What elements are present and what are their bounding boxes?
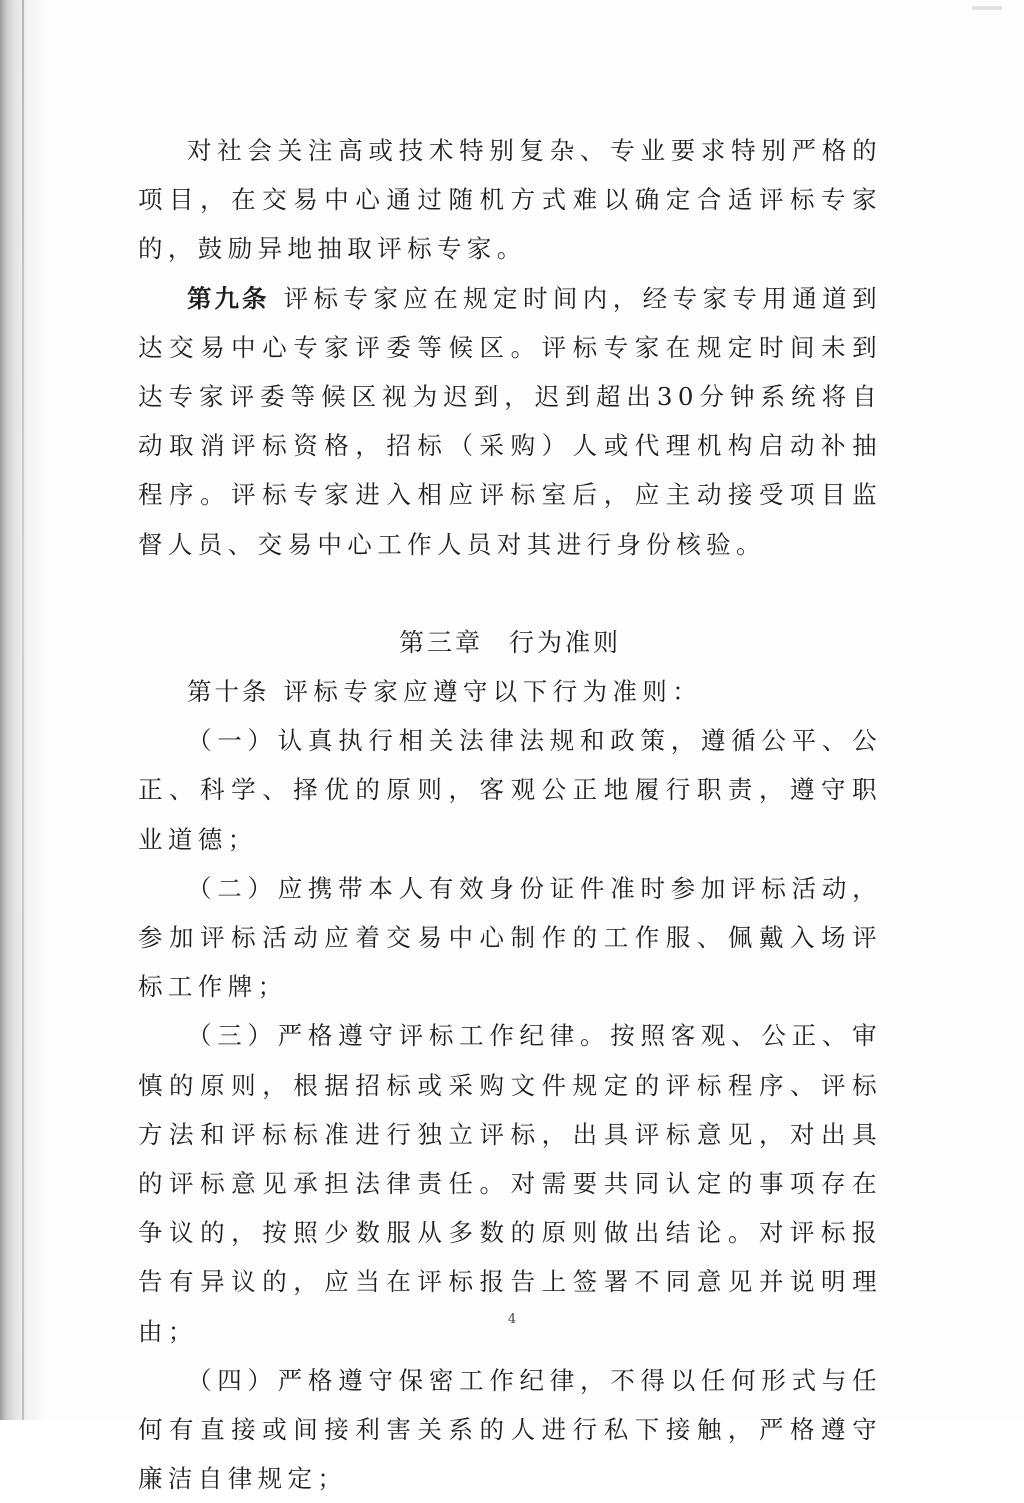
article-9-text: 评标专家应在规定时间内，经专家专用通道到达交易中心专家评委等候区。评标专家在规定时间未到达专家评委等候区视为迟到，迟到超出30分钟系统将自动取消评标资格，招标（采购）人或代理机构启动补抽程序。评标专家进入相应评标室后，应主动接受项目监督人员、交易中心工作人员对其进行身份核验。 xyxy=(138,283,883,559)
paragraph-continuation: 对社会关注高或技术特别复杂、专业要求特别严格的项目，在交易中心通过随机方式难以确定合适评标专家的，鼓励异地抽取评标专家。 xyxy=(138,136,882,264)
document-body xyxy=(138,126,882,1503)
page-number: 4 xyxy=(507,1312,517,1327)
chapter-name: 行为准则 xyxy=(509,627,622,657)
binding-line xyxy=(22,0,24,1420)
article-10-text: 评标专家应遵守以下行为准则： xyxy=(283,677,703,707)
article-9 xyxy=(138,274,882,569)
list-item-4: （四）严格遵守保密工作纪律，不得以任何形式与任何有直接或间接利害关系的人进行私下接触，严格遵守廉洁自律规定； xyxy=(138,1365,882,1494)
scan-corner-mark xyxy=(972,6,1002,10)
article-10-label: 第十条 xyxy=(187,677,270,707)
list-item-1: （一）认真执行相关法律法规和政策，遵循公平、公正、科学、择优的原则，客观公正地履行职责，遵守职业道德； xyxy=(138,726,882,854)
list-item-3: （三）严格遵守评标工作纪律。按照客观、公正、审慎的原则，根据招标或采购文件规定的评标程序、评标方法和评标标准进行独立评标，出具评标意见，对出具的评标意见承担法律责任。对需要共同认定的事项存在争议的，按照少数服从多数的原则做出结论。对评标报告有异议的，应当在评标报告上签署不同意见并说明理由； xyxy=(138,1021,882,1346)
binding-shadow xyxy=(0,0,48,1420)
list-item-2: （二）应携带本人有效身份证件准时参加评标活动，参加评标活动应着交易中心制作的工作服、佩戴入场评标工作牌； xyxy=(138,873,882,1002)
article-10 xyxy=(138,667,882,716)
chapter-title xyxy=(138,618,882,667)
chapter-number: 第三章 xyxy=(398,627,483,657)
article-9-label: 第九条 xyxy=(187,283,270,313)
